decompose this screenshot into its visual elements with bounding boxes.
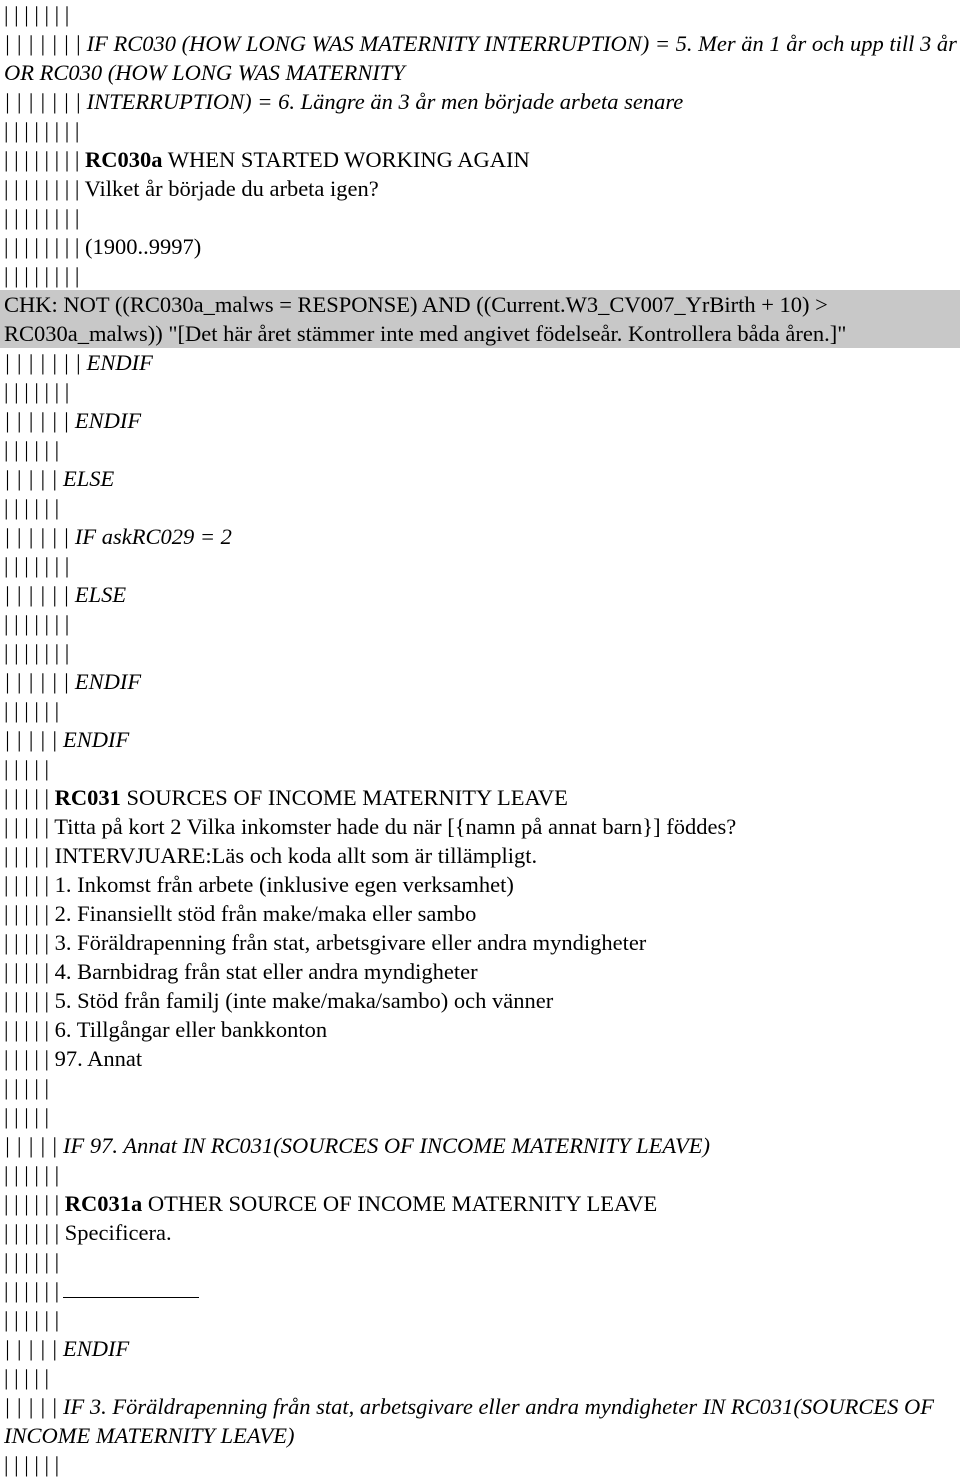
- bars-line: | | | | | |: [4, 1307, 60, 1332]
- bars-line: | | | | |: [4, 756, 50, 781]
- else-line: | | | | | | ELSE: [4, 582, 127, 607]
- answer-option-5: | | | | | 5. Stöd från familj (inte make/maka/sambo) och vänner: [4, 988, 554, 1013]
- bars-line: | | | | | |: [4, 1249, 60, 1274]
- question-title-rc030a: WHEN STARTED WORKING AGAIN: [167, 147, 530, 172]
- question-header-rc031a: [4, 1189, 960, 1218]
- bars-line: | | | | | | |: [4, 553, 70, 578]
- answer-range-rc030a: | | | | | | | | (1900..9997): [4, 234, 202, 259]
- question-code-rc031a: RC031a: [64, 1191, 143, 1216]
- bars: | | | | | | | |: [4, 147, 80, 172]
- question-text-rc031a: | | | | | | Specificera.: [4, 1220, 172, 1245]
- question-title-rc031: SOURCES OF INCOME MATERNITY LEAVE: [126, 785, 568, 810]
- bars-line: | | | | | | | |: [4, 118, 80, 143]
- endif-line: | | | | | | ENDIF: [4, 408, 142, 433]
- bars-line: | | | | | |: [4, 1162, 60, 1187]
- if-97-annat: | | | | | IF 97. Annat IN RC031(SOURCES OF INCOME MATERNITY LEAVE): [4, 1133, 711, 1158]
- question-header-rc031: [4, 783, 960, 812]
- endif-line: | | | | | | | ENDIF: [4, 350, 153, 375]
- if-condition-rc030-cont: | | | | | | | INTERRUPTION) = 6. Längre än 3 år men började arbeta senare: [4, 89, 684, 114]
- questionnaire-document: [4, 0, 960, 1479]
- endif-line: | | | | | | ENDIF: [4, 669, 142, 694]
- bars-line: | | | | | |: [4, 495, 60, 520]
- question-text-rc031: | | | | | Titta på kort 2 Vilka inkomster hade du när [{namn på annat barn}] föddes?: [4, 814, 737, 839]
- bars-line: | | | | | | |: [4, 2, 70, 27]
- question-text-rc030a: | | | | | | | | Vilket år började du arbeta igen?: [4, 176, 379, 201]
- bars: | | | | | |: [4, 1191, 60, 1216]
- endif-line: | | | | | ENDIF: [4, 727, 130, 752]
- else-line: | | | | | ELSE: [4, 466, 115, 491]
- bars-line: | | | | |: [4, 1365, 50, 1390]
- answer-option-6: | | | | | 6. Tillgångar eller bankkonton: [4, 1017, 328, 1042]
- bars-line: | | | | | | |: [4, 640, 70, 665]
- if-askrc029: | | | | | | IF askRC029 = 2: [4, 524, 232, 549]
- if-3-foraldrapenning: | | | | | IF 3. Föräldrapenning från stat, arbetsgivare eller andra myndigheter IN RC031(SOURCES OF INCOME MATERNITY LEAVE): [4, 1394, 935, 1448]
- if-condition-rc030: | | | | | | | IF RC030 (HOW LONG WAS MATERNITY INTERRUPTION) = 5. Mer än 1 år och upp till 3 år OR RC030 (HOW LONG WAS MATERNITY: [4, 31, 957, 85]
- question-header-rc030a: [4, 145, 960, 174]
- answer-option-1: | | | | | 1. Inkomst från arbete (inklusive egen verksamhet): [4, 872, 514, 897]
- bars: | | | | | |: [4, 1278, 60, 1303]
- blank-answer-field: [63, 1281, 199, 1298]
- answer-option-3: | | | | | 3. Föräldrapenning från stat, arbetsgivare eller andra myndigheter: [4, 930, 647, 955]
- bars-line: | | | | | |: [4, 437, 60, 462]
- question-code-rc030a: RC030a: [85, 147, 163, 172]
- question-code-rc031: RC031: [54, 785, 121, 810]
- question-title-rc031a: OTHER SOURCE OF INCOME MATERNITY LEAVE: [147, 1191, 658, 1216]
- bars-line: | | | | | |: [4, 698, 60, 723]
- bars-line: | | | | |: [4, 1075, 50, 1100]
- answer-option-2: | | | | | 2. Finansiellt stöd från make/maka eller sambo: [4, 901, 477, 926]
- bars-line: | | | | |: [4, 1104, 50, 1129]
- answer-option-4: | | | | | 4. Barnbidrag från stat eller andra myndigheter: [4, 959, 478, 984]
- answer-option-97: | | | | | 97. Annat: [4, 1046, 143, 1071]
- check-statement: CHK: NOT ((RC030a_malws = RESPONSE) AND ((Current.W3_CV007_YrBirth + 10) > RC030a_malws)) "[Det här året stämmer inte med angivet födelseår. Kontrollera båda åren.]": [0, 290, 960, 348]
- bars-line: | | | | | | | |: [4, 205, 80, 230]
- bars-line: | | | | | | |: [4, 379, 70, 404]
- bars-line: | | | | | |: [4, 1452, 60, 1477]
- bars-line: | | | | | | |: [4, 611, 70, 636]
- bars-line: | | | | | | | |: [4, 263, 80, 288]
- endif-line: | | | | | ENDIF: [4, 1336, 130, 1361]
- bars: | | | | |: [4, 785, 50, 810]
- interviewer-instruction: | | | | | INTERVJUARE:Läs och koda allt som är tillämpligt.: [4, 843, 538, 868]
- answer-blank-line: [4, 1276, 960, 1305]
